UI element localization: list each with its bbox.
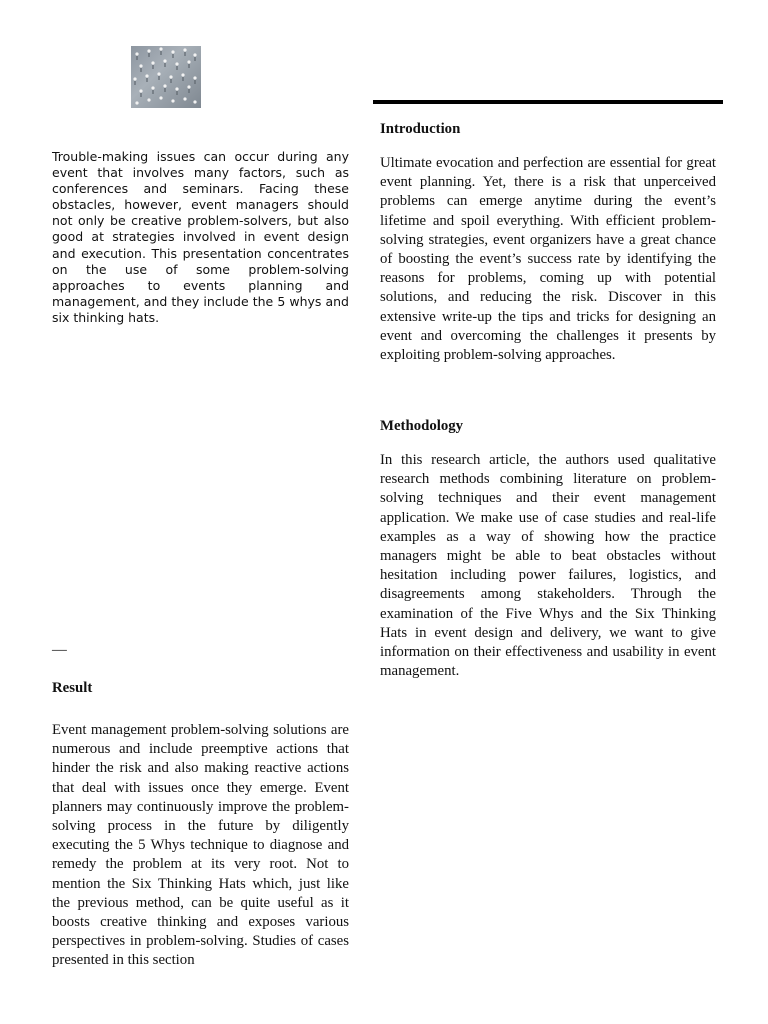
result-paragraph: Event management problem-solving solutions are numerous and include preemptive actions that hinder the risk and also making reactive actions that deal with issues once they emerge. Event planners may continuously improve the problem-solving process in the future by diligently executing the 5 Whys technique to diagnose and remedy the problem at its very root. Not to mention the Six Thinking Hats which, just like the previous method, can be quite useful as it boosts creative thinking and exposes various perspectives in problem-solving. Studies of cases presented in this section [52, 722, 349, 969]
summary-paragraph: Trouble-making issues can occur during any event that involves many factors, such as conferences and seminars. Facing these obstacles, however, event managers should not only be creative problem-solvers, but also good at strategies involved in event design and execution. This presentation concentrates on the use of some problem-solving approaches to events planning and management, and they include the 5 whys and six thinking hats. [52, 149, 349, 325]
introduction-paragraph: Ultimate evocation and perfection are essential for great event planning. Yet, there is a risk that unperceived problems can emerge anytime during the event’s lifetime and spoil everything. With efficient problem-solving strategies, event organizers have a great chance of boosting the event’s success rate by identifying the reasons for problems, coming up with potential solutions, and reducing the risk. Discover in this extensive write-up the tips and tricks for designing an event and overcoming the challenges it presents by exploiting problem-solving approaches. [380, 155, 716, 364]
header-divider-rule [373, 100, 723, 104]
methodology-paragraph: In this research article, the authors used qualitative research methods combining literature on problem-solving techniques and their event management application. We make use of case studies and real-life examples as a way of showing how the practice managers might be able to beat obstacles without hesitation including power failures, logistics, and disagreements among stakeholders. Through the examination of the Five Whys and the Six Thinking Hats in event design and delivery, we want to give information on their effectiveness and usability in event management. [380, 452, 716, 680]
section-separator-dash: — [52, 642, 67, 658]
result-heading: Result [52, 680, 93, 696]
cover-thumbnail-image [131, 46, 201, 108]
introduction-heading: Introduction [380, 121, 461, 137]
methodology-heading: Methodology [380, 418, 464, 434]
